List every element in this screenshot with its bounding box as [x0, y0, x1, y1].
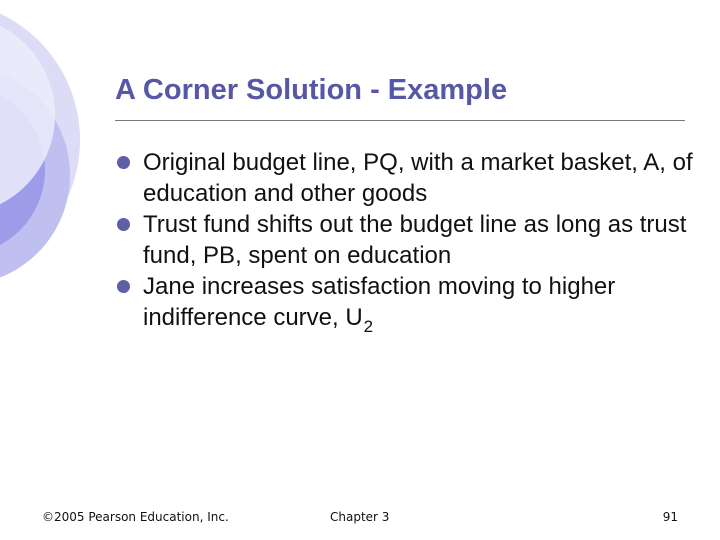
bullet-dot-icon — [117, 156, 130, 169]
decor-circle-large — [0, 0, 80, 280]
slide-title: A Corner Solution - Example — [115, 74, 508, 106]
bullet-item — [113, 209, 703, 271]
decor-circle-highlight — [0, 15, 55, 215]
title-divider — [115, 120, 685, 121]
bullet-item — [113, 147, 703, 209]
footer-page-number: 91 — [662, 510, 678, 524]
decor-circle-mid — [0, 65, 70, 285]
bullet-text: Jane increases satisfaction moving to higher indifference curve, U — [143, 273, 616, 331]
bullet-item — [113, 271, 703, 335]
bullet-text: Original budget line, PQ, with a market basket, A, of education and other goods — [143, 149, 693, 207]
bullet-subscript: 2 — [363, 317, 374, 336]
bullet-text: Trust fund shifts out the budget line as long as trust fund, PB, spent on education — [143, 211, 687, 269]
bullet-dot-icon — [117, 280, 130, 293]
bullet-dot-icon — [117, 218, 130, 231]
decor-circle-small — [0, 85, 45, 255]
footer-chapter: Chapter 3 — [330, 510, 390, 524]
bullet-list — [113, 147, 703, 335]
footer-copyright: ©2005 Pearson Education, Inc. — [42, 510, 229, 524]
